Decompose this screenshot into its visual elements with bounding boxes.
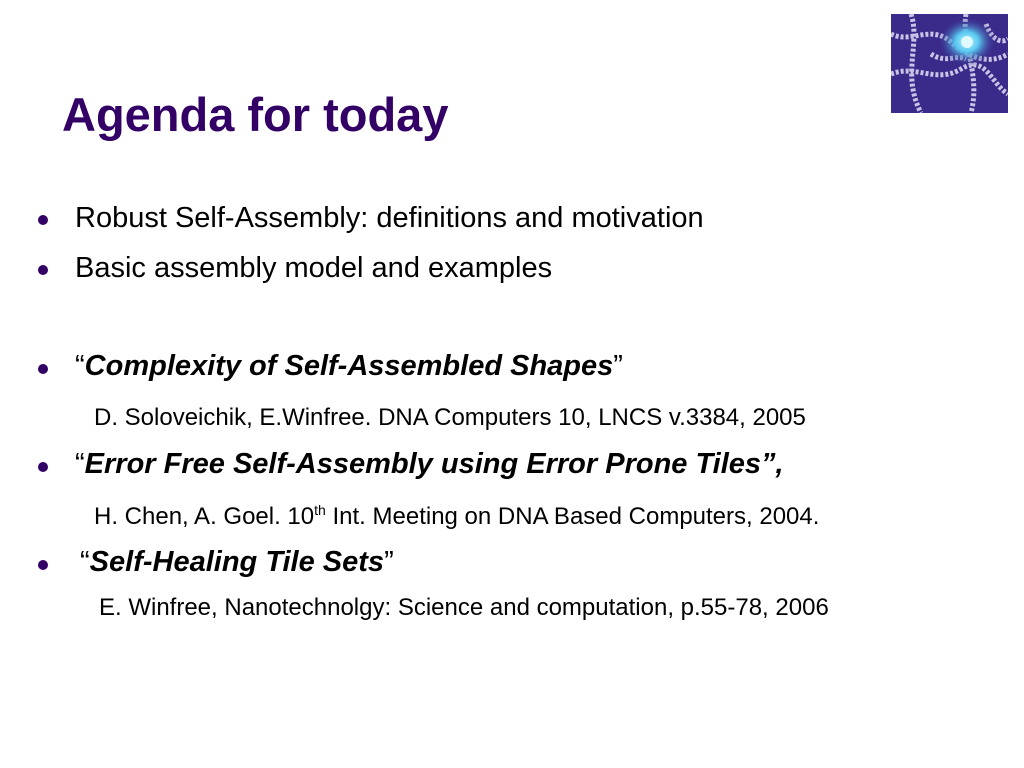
reference-text: H. Chen, A. Goel. 10 xyxy=(94,503,315,530)
agenda-item-self-healing-paper xyxy=(80,545,394,580)
bullet-point xyxy=(38,560,48,570)
paper-reference: E. Winfree, Nanotechnolgy: Science and computation, p.55-78, 2006 xyxy=(99,594,829,621)
quote-close: ” xyxy=(613,350,623,382)
quote-open: “ xyxy=(80,546,90,578)
bullet-point xyxy=(38,462,48,472)
quote-open: “ xyxy=(75,448,85,480)
paper-title: Error Free Self-Assembly using Error Prone Tiles xyxy=(84,448,762,480)
bullet-point xyxy=(38,215,48,225)
quote-open: “ xyxy=(75,350,85,382)
paper-reference xyxy=(94,503,819,532)
agenda-item-robust-self-assembly: Robust Self-Assembly: definitions and motivation xyxy=(75,202,704,234)
paper-title: Complexity of Self-Assembled Shapes xyxy=(84,350,614,382)
reference-text: Int. Meeting on DNA Based Computers, 2004. xyxy=(325,503,820,530)
paper-reference: D. Soloveichik, E.Winfree. DNA Computers 10, LNCS v.3384, 2005 xyxy=(94,404,806,431)
paper-title: Self-Healing Tile Sets xyxy=(89,546,385,578)
agenda-item-error-free-paper xyxy=(75,447,784,482)
reference-superscript: th xyxy=(314,502,326,518)
slide-title: Agenda for today xyxy=(62,88,449,141)
quote-close: ” xyxy=(384,546,394,578)
quote-close: ”, xyxy=(761,448,784,480)
bullet-point xyxy=(38,265,48,275)
agenda-item-complexity-paper xyxy=(75,349,623,384)
agenda-item-basic-assembly-model: Basic assembly model and examples xyxy=(75,252,553,284)
dna-lattice-photo-icon xyxy=(891,14,1008,113)
bullet-point xyxy=(38,364,48,374)
